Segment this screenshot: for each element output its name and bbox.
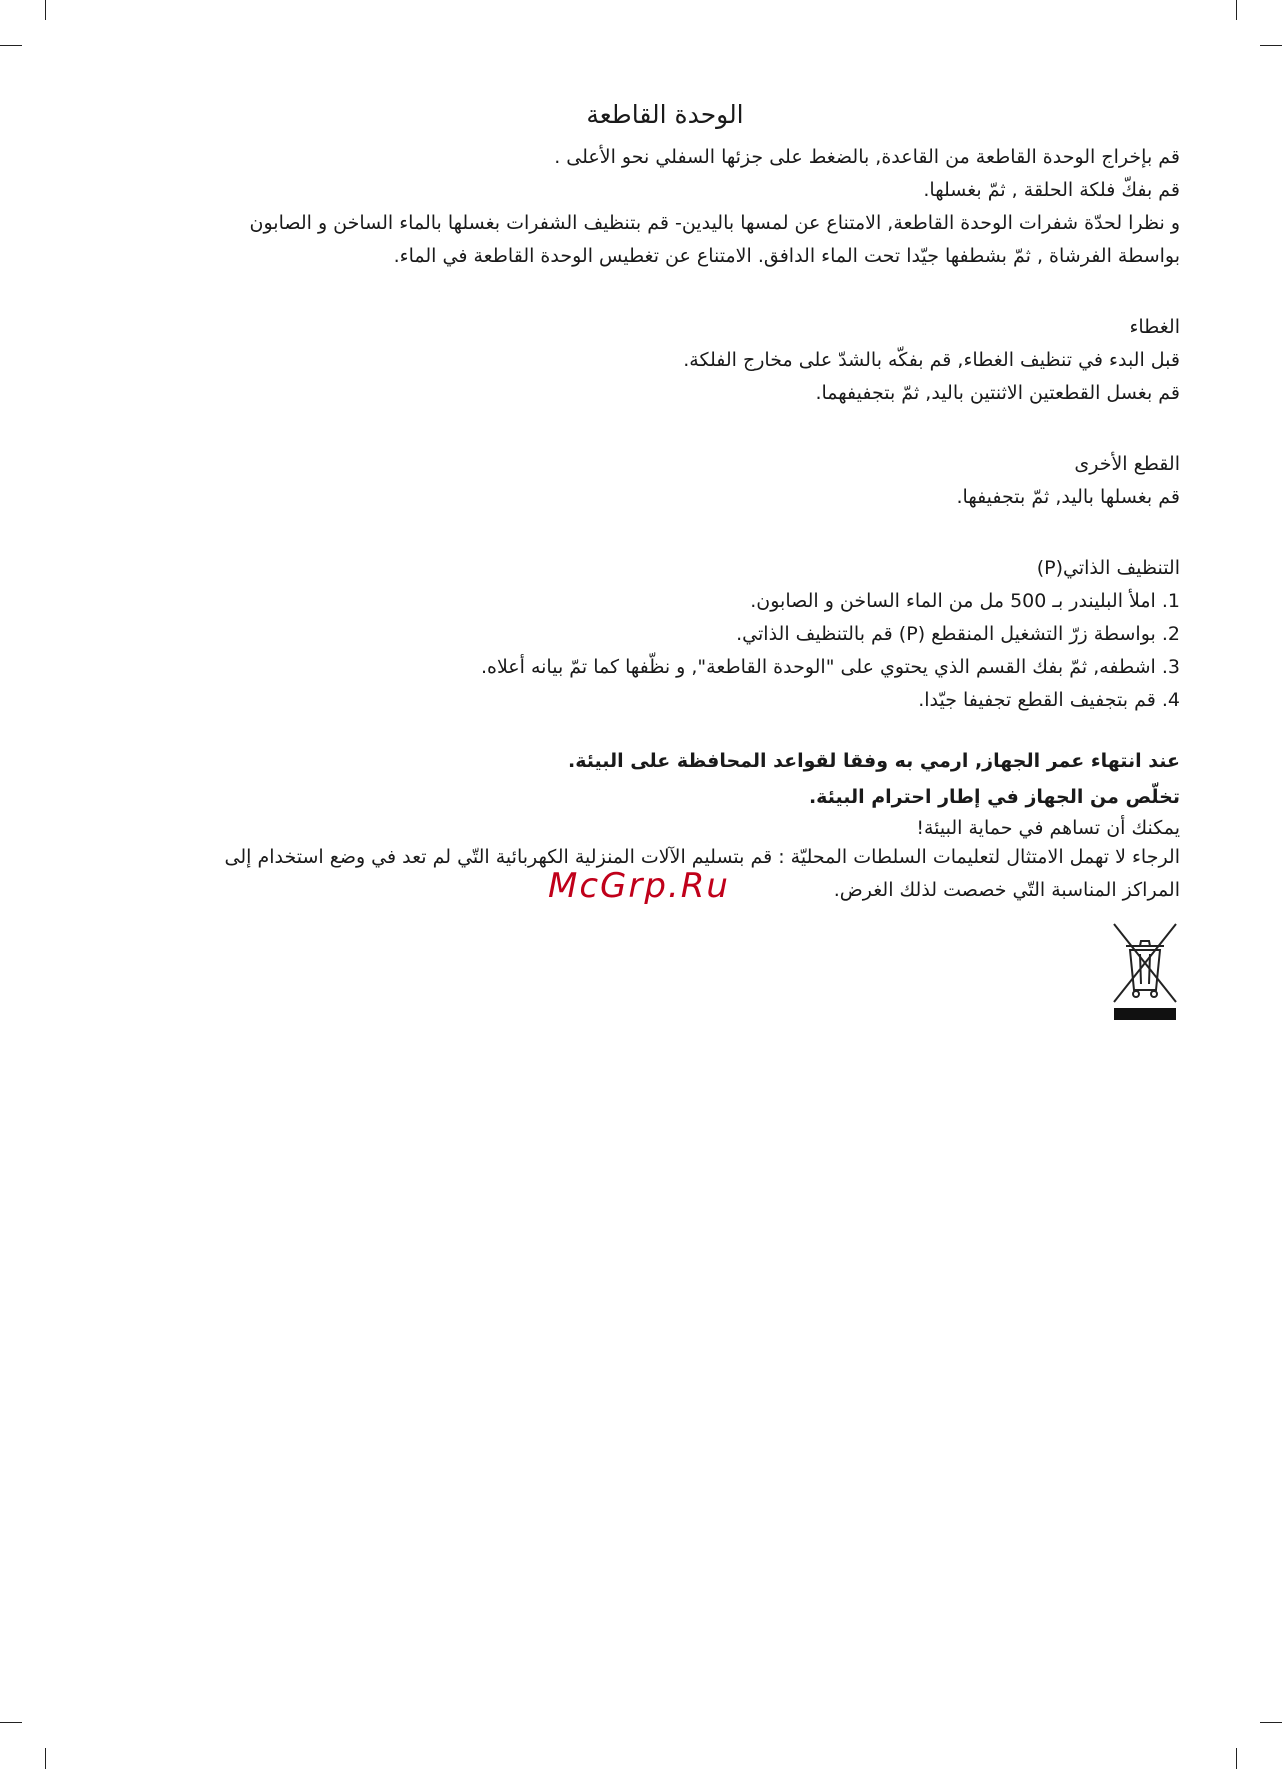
paragraph-line: يمكنك أن تساهم في حماية البيئة! xyxy=(916,817,1180,839)
list-item: 3. اشطفه, ثمّ بفك القسم الذي يحتوي على "الوحدة القاطعة", و نظّفها كما تمّ بيانه أعلاه. xyxy=(480,656,1180,678)
paragraph-line: قبل البدء في تنظيف الغطاء, قم بفكّه بالشدّ على مخارج الفلكة. xyxy=(683,349,1180,371)
crop-mark xyxy=(1260,45,1282,46)
crop-mark xyxy=(1260,1722,1282,1723)
paragraph-line: المراكز المناسبة التّي خصصت لذلك الغرض. xyxy=(833,879,1180,901)
paragraph-line: قم بغسل القطعتين الاثنتين باليد, ثمّ بتجفيفهما. xyxy=(815,382,1180,404)
crop-mark xyxy=(1236,1748,1237,1769)
crop-mark xyxy=(1236,0,1237,20)
watermark: McGrp.Ru xyxy=(548,866,730,906)
other-parts-section xyxy=(120,448,1180,514)
paragraph-line: قم بإخراج الوحدة القاطعة من القاعدة, بالضغط على جزئها السفلي نحو الأعلى . xyxy=(554,146,1180,168)
paragraph-line: قم بفكّ فلكة الحلقة , ثمّ بغسلها. xyxy=(923,179,1180,201)
environment-heading: عند انتهاء عمر الجهاز, ارمي به وفقا لقواعد المحافظة على البيئة. xyxy=(568,750,1180,772)
list-item: 1. املأ البليندر بـ 500 مل من الماء الساخن و الصابون. xyxy=(750,590,1180,612)
self-cleaning-section xyxy=(120,552,1180,717)
crossed-out-bin-icon xyxy=(1110,920,1180,1020)
section-heading: التنظيف الذاتي(P) xyxy=(1036,557,1180,579)
paragraph-line: الرجاء لا تهمل الامتثال لتعليمات السلطات المحليّة : قم بتسليم الآلات المنزلية الكهربائية التّي لم تعد في وضع استخدام إلى xyxy=(224,846,1180,868)
steps-list xyxy=(120,585,1180,717)
list-item: 2. بواسطة زرّ التشغيل المنقطع (P) قم بالتنظيف الذاتي. xyxy=(736,623,1180,645)
page-title: الوحدة القاطعة xyxy=(586,100,744,129)
section-heading: القطع الأخرى xyxy=(1074,453,1180,475)
crop-mark xyxy=(45,1748,46,1769)
paragraph-line: و نظرا لحدّة شفرات الوحدة القاطعة, الامتناع عن لمسها باليدين- قم بتنظيف الشفرات بغسلها بالماء الساخن و الصابون xyxy=(249,212,1180,234)
environment-subheading: تخلّص من الجهاز في إطار احترام البيئة. xyxy=(808,786,1180,808)
crop-mark xyxy=(45,0,46,20)
lid-section xyxy=(120,311,1180,410)
paragraph-line: بواسطة الفرشاة , ثمّ بشطفها جيّدا تحت الماء الدافق. الامتناع عن تغطيس الوحدة القاطعة في الماء. xyxy=(393,245,1180,267)
crop-mark xyxy=(0,1722,22,1723)
list-item: 4. قم بتجفيف القطع تجفيفا جيّدا. xyxy=(918,689,1180,711)
section-heading: الغطاء xyxy=(1129,316,1180,338)
paragraph-line: قم بغسلها باليد, ثمّ بتجفيفها. xyxy=(956,486,1180,508)
document-body xyxy=(120,100,1180,907)
crop-mark xyxy=(0,45,22,46)
cutting-unit-section xyxy=(120,141,1180,273)
